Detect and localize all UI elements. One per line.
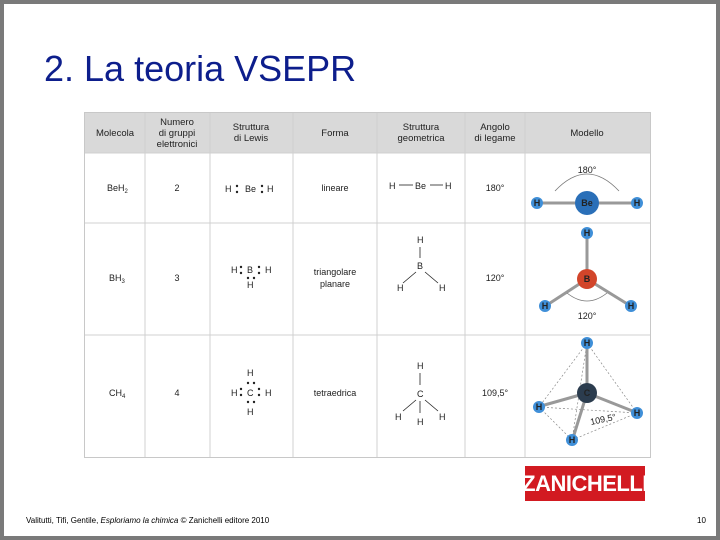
svg-text:H: H — [247, 368, 254, 378]
model-angle-bh3: 120° — [577, 311, 597, 321]
svg-text:B: B — [247, 265, 254, 275]
svg-text:H: H — [417, 235, 424, 245]
angolo-bh3: 120° — [485, 273, 505, 283]
svg-text:H: H — [265, 388, 272, 398]
header-lewis-1: Struttura — [232, 122, 270, 133]
lewis-bh3 — [231, 265, 272, 290]
lewis-beh2 — [225, 184, 274, 194]
forma-bh3-2: planare — [319, 279, 351, 289]
svg-text:H: H — [265, 265, 272, 275]
svg-text:B: B — [583, 274, 591, 284]
svg-text:H: H — [541, 301, 549, 311]
svg-text:H: H — [231, 388, 238, 398]
svg-text:H: H — [231, 265, 238, 275]
svg-text:H: H — [583, 338, 591, 348]
table-row — [109, 227, 637, 321]
gruppi-ch4: 4 — [174, 388, 180, 398]
svg-text:H: H — [417, 361, 424, 371]
forma-ch4: tetraedrica — [313, 388, 357, 398]
svg-text:H: H — [397, 283, 404, 293]
slide — [4, 4, 716, 536]
angle-arc — [567, 293, 607, 301]
svg-text:H: H — [633, 408, 641, 418]
molecola-bh3: $BH_3$ — [109, 273, 125, 285]
footer-credits: Valitutti, Tifi, Gentile, Esploriamo la chimica © Zanichelli editore 2010 — [26, 516, 270, 525]
svg-text:H: H — [247, 407, 254, 417]
header-gruppi-3: elettronici — [156, 139, 198, 150]
gruppi-beh2: 2 — [174, 183, 180, 193]
svg-text:C: C — [583, 388, 591, 398]
svg-text:Be: Be — [581, 198, 593, 208]
svg-text:H: H — [633, 198, 641, 208]
geom-beh2 — [389, 181, 452, 191]
svg-text:H: H — [267, 184, 274, 194]
angolo-ch4: 109,5° — [481, 388, 509, 398]
svg-text:H: H — [583, 228, 591, 238]
table-row — [109, 337, 643, 446]
svg-text:Be: Be — [415, 181, 427, 191]
header-gruppi-2: di gruppi — [158, 128, 196, 139]
forma-beh2: lineare — [321, 183, 349, 193]
geom-bh3 — [397, 235, 446, 293]
svg-text:H: H — [439, 412, 446, 422]
svg-text:H: H — [445, 181, 452, 191]
header-geometrica-2: geometrica — [397, 133, 445, 144]
svg-text:H: H — [627, 301, 635, 311]
gruppi-bh3: 3 — [174, 273, 180, 283]
svg-text:H: H — [247, 280, 254, 290]
svg-text:H: H — [225, 184, 232, 194]
zanichelli-logo: ZANICHELLI — [525, 466, 645, 501]
molecola-ch4: $CH_4$ — [109, 388, 126, 400]
table-row — [107, 165, 643, 215]
svg-text:H: H — [535, 402, 543, 412]
svg-text:Be: Be — [245, 184, 257, 194]
lewis-ch4 — [231, 368, 272, 417]
header-gruppi-1: Numero — [160, 117, 194, 128]
molecola-beh2: BeH$_2$ — [107, 183, 128, 195]
svg-text:H: H — [417, 417, 424, 427]
forma-bh3-1: triangolare — [313, 267, 357, 277]
svg-text:B: B — [417, 261, 424, 271]
model-ch4 — [533, 337, 643, 446]
geom-ch4 — [395, 361, 446, 427]
page-number: 10 — [697, 516, 706, 525]
header-geometrica-1: Struttura — [402, 122, 440, 133]
header-angolo-2: di legame — [474, 133, 516, 144]
angle-arc — [555, 174, 619, 191]
vsepr-table — [84, 112, 651, 458]
header-angolo-1: Angolo — [480, 122, 510, 133]
vsepr-table-svg — [85, 113, 650, 457]
svg-text:C: C — [247, 388, 254, 398]
page-title: 2. La teoria VSEPR — [44, 48, 357, 89]
header-lewis-2: di Lewis — [233, 133, 269, 144]
header-molecola: Molecola — [95, 128, 135, 139]
header-modello: Modello — [570, 128, 604, 139]
model-bh3 — [539, 227, 637, 321]
model-angle-ch4: 109,5° — [589, 411, 617, 427]
header-forma: Forma — [321, 128, 349, 139]
svg-text:H: H — [568, 435, 576, 445]
svg-text:H: H — [395, 412, 402, 422]
svg-text:C: C — [417, 389, 424, 399]
table-grid — [85, 113, 650, 457]
model-angle-beh2: 180° — [577, 165, 597, 175]
model-beh2 — [531, 165, 643, 215]
svg-text:H: H — [439, 283, 446, 293]
angolo-beh2: 180° — [485, 183, 505, 193]
svg-text:H: H — [533, 198, 541, 208]
svg-text:H: H — [389, 181, 396, 191]
